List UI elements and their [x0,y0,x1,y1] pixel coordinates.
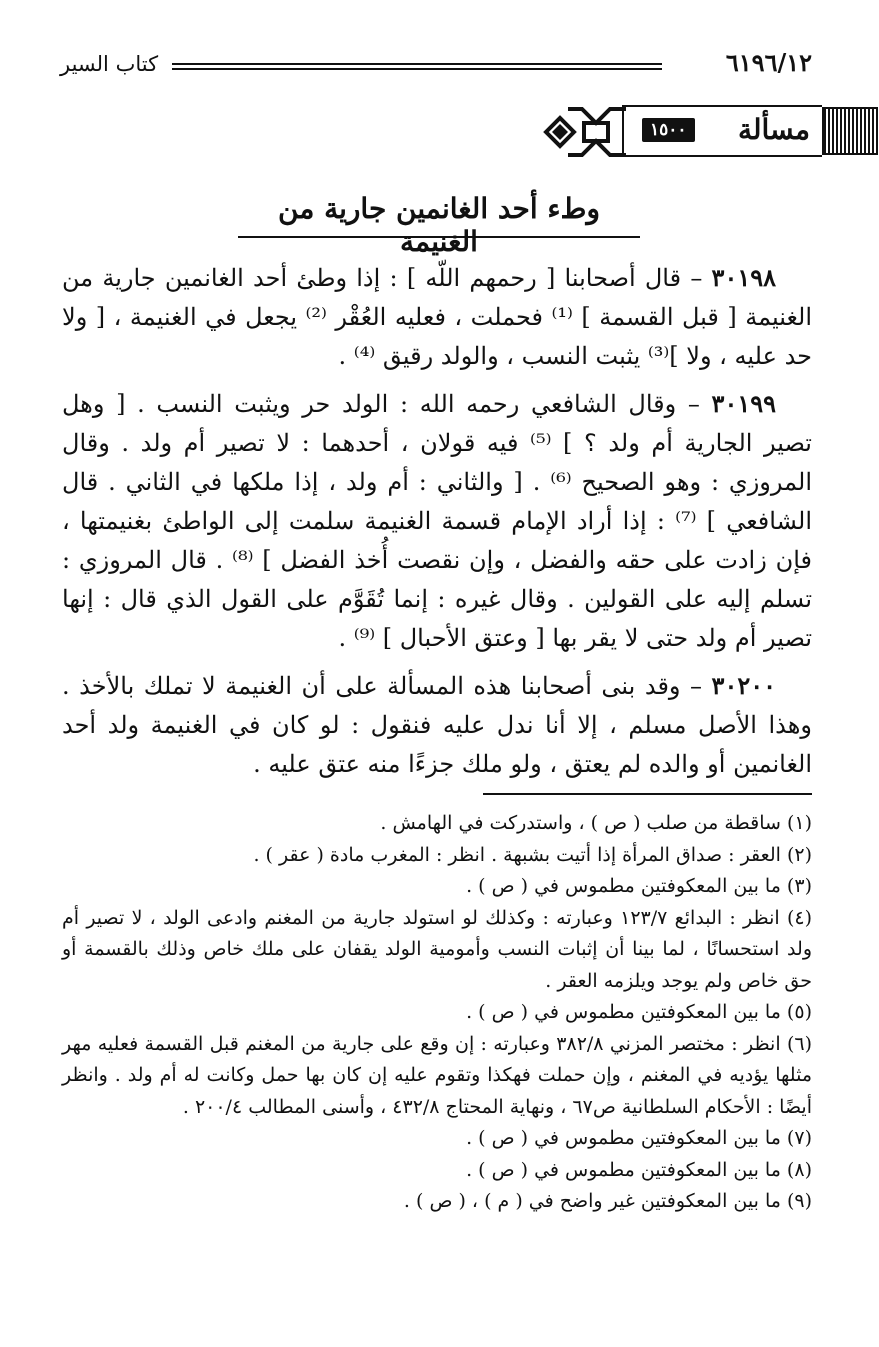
book-title: كتاب السير [60,52,159,76]
footnotes [62,808,812,1218]
footnote-separator [483,793,812,795]
paragraph-number: ٣٠١٩٩ [711,389,776,418]
paragraph-text: – وقد بنى أصحابنا هذه المسألة على أن الغنيمة لا تملك بالأخذ . وهذا الأصل مسلم ، إلا أنا ندل عليه فنقول : لو كان في الغنيمة ولد أحد الغانمين أو والده لم يعتق ، ولو ملك جزءًا منه عتق عليه . [62,672,812,778]
footnote: (٤) انظر : البدائع ١٢٣/٧ وعبارته : وكذلك لو استولد جارية من المغنم وادعى الولد ، لا تصير أم ولد استحسانًا ، لما بينا أن إثبات النسب وأمومية الولد يقفان على ملك خاص وذلك بالقسمة أو حق خاص ولم يوجد ويلزمه العقر . [62,906,813,992]
paragraph-number: ٣٠١٩٨ [711,263,776,292]
page-number: ٦١٩٦/١٢ [725,48,812,77]
masala-label: مسألة [737,113,810,146]
ornament-icon [538,103,630,161]
header-rule [172,63,662,70]
footnote: (٩) ما بين المعكوفتين غير واضح في ( م ) ، ( ص ) . [403,1190,812,1212]
footnote: (٧) ما بين المعكوفتين مطموس في ( ص ) . [466,1127,812,1149]
footnote: (٦) انظر : مختصر المزني ٣٨٢/٨ وعبارته : إن وقع على جارية من المغنم قبل القسمة فعليه مهر مثلها يؤديه في المغنم ، وإن حملت فهكذا وتقوم عليه إن كان بها حمل وكانت له أم ولد . وانظر أيضًا : الأحكام السلطانية ص٦٧ ، ونهاية المحتاج ٤٣٢/٨ ، وأسنى المطالب ٢٠٠/٤ . [62,1032,812,1118]
paragraph-text: – وقال الشافعي رحمه الله : الولد حر ويثبت النسب . [ وهل تصير الجارية أم ولد ؟ ] ⁽⁵⁾ فيه قولان ، أحدهما : لا تصير أم ولد . وقال المروزي : وهو الصحيح ⁽⁶⁾ . [ والثاني : أم ولد ، إذا ملكها في الثاني . قال الشافعي ] ⁽⁷⁾ : إذا أراد الإمام قسمة الغنيمة سلمت إلى الواطئ بغنيمتها ، فإن زادت على حقه والفضل ، وإن نقصت أُخذ الفضل ] ⁽⁸⁾ . قال المروزي : تسلم إليه على القولين . وقال غيره : إنما تُقَوَّم على القول الذي قال : إنها تصير أم ولد حتى لا يقر بها [ وعتق الأحبال ] ⁽⁹⁾ . [62,390,812,652]
paragraph [62,384,812,658]
paragraph-text: – قال أصحابنا [ رحمهم اللّه ] : إذا وطئ أحد الغانمين جارية من الغنيمة [ قبل القسمة ] ⁽¹⁾ فحملت ، فعليه العُقْر ⁽²⁾ يجعل في الغنيمة ، [ ولا حد عليه ، ولا ]⁽³⁾ يثبت النسب ، والولد رقيق ⁽⁴⁾ . [62,264,813,370]
paragraph [62,258,812,376]
running-header [60,48,812,78]
masala-banner [538,103,878,161]
masala-number: ١٥٠٠ [642,118,695,142]
footnote: (٨) ما بين المعكوفتين مطموس في ( ص ) . [466,1158,812,1181]
paragraph-number: ٣٠٢٠٠ [711,671,776,700]
main-text [62,258,812,792]
footnote: (١) ساقطة من صلب ( ص ) ، واستدركت في الهامش . [380,812,812,834]
footnote: (٥) ما بين المعكوفتين مطموس في ( ص ) . [466,1001,812,1023]
masala-box [622,105,822,157]
footnote: (٣) ما بين المعكوفتين مطموس في ( ص ) . [466,875,812,897]
footnote: (٢) العقر : صداق المرأة إذا أتيت بشبهة . انظر : المغرب مادة ( عقر ) . [253,843,812,866]
paragraph [62,666,812,784]
section-heading: وطء أحد الغانمين جارية من الغنيمة [278,192,600,258]
heading-underline [238,236,640,238]
banner-stripes [822,107,878,155]
